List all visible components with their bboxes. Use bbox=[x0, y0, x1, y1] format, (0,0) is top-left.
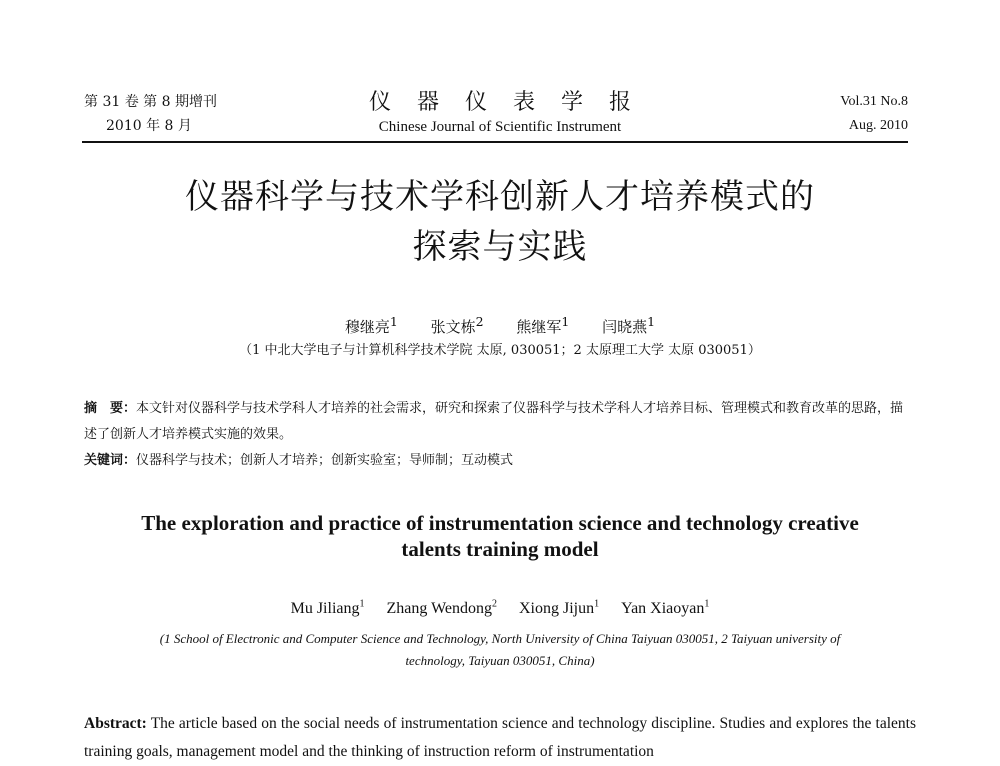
author-cn: 张文栋$^2$ bbox=[430, 314, 484, 336]
volume-issue-en: Vol.31 No.8 bbox=[840, 94, 908, 109]
author-en: Yan Xiaoyan$^1$ bbox=[621, 599, 710, 618]
keywords-cn-label: 关键词： bbox=[84, 453, 137, 468]
volume-issue: 第 31 卷 第 8 期增刊 bbox=[84, 94, 217, 110]
paper-title-en-line1: The exploration and practice of instrumentation science and technology creative bbox=[141, 511, 859, 535]
abstract-en-label: Abstract: bbox=[84, 715, 147, 732]
authors-cn bbox=[0, 312, 1000, 337]
abstract-cn-text: 本文针对仪器科学与技术学科人才培养的社会需求，研究和探索了仪器科学与技术学科人才培养目标、管理模式和教育改革的思路，描述了创新人才培养模式实施的效果。 bbox=[84, 401, 904, 442]
publication-date-en: Aug. 2010 bbox=[848, 118, 908, 133]
journal-name-cn: 仪器仪表学报 bbox=[368, 90, 657, 115]
authors-en bbox=[0, 594, 1000, 620]
abstract-cn-label: 摘 要： bbox=[84, 401, 137, 416]
keywords-cn-text: 仪器科学与技术；创新人才培养；创新实验室；导师制；互动模式 bbox=[136, 453, 514, 468]
author-cn: 熊继军$^1$ bbox=[516, 314, 570, 336]
paper-title-cn bbox=[0, 172, 1000, 272]
affiliation-en-line1: (1 School of Electronic and Computer Science and Technology, North University of China Taiyuan 030051, 2 Taiyuan university of bbox=[159, 631, 841, 646]
author-en: Zhang Wendong$^2$ bbox=[386, 599, 497, 618]
keywords-cn bbox=[84, 448, 916, 474]
paper-title-en-line2: talents training model bbox=[401, 537, 599, 561]
affiliation-en bbox=[100, 628, 900, 672]
author-cn: 闫晓燕$^1$ bbox=[602, 314, 656, 336]
abstract-en bbox=[84, 710, 916, 766]
affiliation-en-line2: technology, Taiyuan 030051, China) bbox=[405, 653, 595, 668]
publication-date-cn: 2010 年 8 月 bbox=[106, 118, 192, 134]
paper-title-cn-line2: 探索与实践 bbox=[412, 227, 588, 267]
author-cn: 穆继亮$^1$ bbox=[344, 314, 398, 336]
affiliation-cn: （1 中北大学电子与计算机科学技术学院 太原, 030051；2 太原理工大学 太原 030051） bbox=[239, 343, 761, 358]
header-rule bbox=[82, 141, 908, 143]
paper-title-cn-line1: 仪器科学与技术学科创新人才培养模式的 bbox=[185, 177, 815, 217]
paper-title-en bbox=[0, 510, 1000, 562]
author-en: Xiong Jijun$^1$ bbox=[519, 599, 600, 618]
volume-info-en bbox=[840, 90, 908, 138]
abstract-en-text: The article based on the social needs of instrumentation science and technology discipline. Studies and explores the talents training goals, management model and the thinking of instruction reform of instrumentation bbox=[84, 715, 916, 760]
journal-name-en: Chinese Journal of Scientific Instrument bbox=[378, 119, 622, 135]
journal-header bbox=[0, 90, 1000, 140]
author-en: Mu Jiliang$^1$ bbox=[290, 599, 365, 618]
abstract-cn bbox=[84, 396, 916, 474]
abstract-cn-body bbox=[84, 396, 916, 448]
